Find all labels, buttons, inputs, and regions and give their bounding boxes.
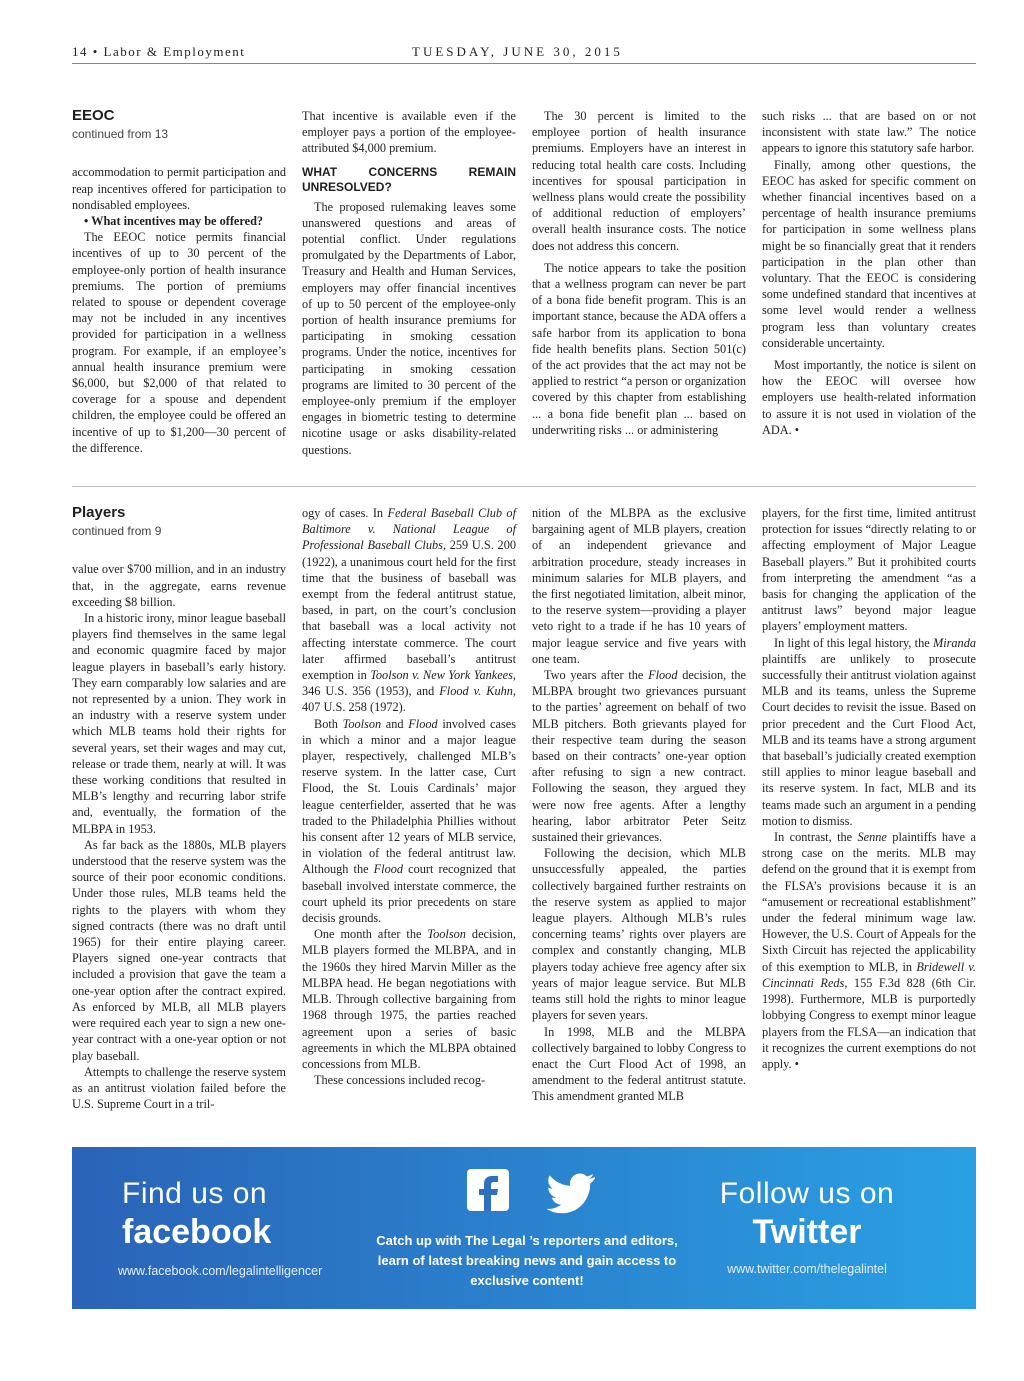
paragraph: Both Toolson and Flood involved cases in which a minor and a major league player, respectively, challenged MLB’s reserve system. In the latter case, Curt Flood, the St. Louis Cardinals’ major league centerfielder, asserted that he was traded to the Philadelphia Phillies without his consent after 12 years of MLB service, in violation of the federal antitrust law. Although the Flood court recognized that baseball involved interstate commerce, the court upheld its prior precedents on stare decisis grounds. <box>302 716 516 926</box>
social-banner[interactable] <box>72 1147 976 1309</box>
banner-message: Catch up with The Legal ’s reporters and editors, learn of latest breaking news and gain access to exclusive content! <box>376 1233 678 1288</box>
twitter-block[interactable] <box>712 1177 902 1276</box>
paragraph: In 1998, MLB and the MLBPA collectively bargained to lobby Congress to enact the Curt Flood Act of 1998, an amendment to the federal antitrust statute. This amendment granted MLB <box>532 1024 746 1104</box>
paragraph: As far back as the 1880s, MLB players understood that the reserve system was the source of their poor economic conditions. Under those rules, MLB teams held the rights to the players with whom they signed contracts (there was no draft until 1965) for their entire playing career. Players signed one-year contracts that included a provision that gave the team a one-year option after the contract expired. As enforced by MLB, all MLB players were required each year to sign a new one-year contract with a one-year option or not play baseball. <box>72 837 286 1063</box>
eeoc-column-1 <box>72 108 286 456</box>
paragraph: In a historic irony, minor league baseball players find themselves in the same legal and economic quagmire faced by major league players in baseball’s early history. They earn comparably low salaries and are not represented by a union. They work in an industry with a reserve system under which MLB teams hold their rights for several years, set their wages and may cut, release or trade them, nearly at will. It was these working conditions that resulted in MLB’s lengthy and recurring labor strife and, eventually, the formation of the MLBPA in 1953. <box>72 611 286 836</box>
paragraph: Finally, among other questions, the EEOC has asked for specific comment on whether financial incentives based on a percentage of health insurance premiums for participation in some wellness plans might be so financially great that it renders participation in the plan other than voluntary. That the EEOC is considering some undefined standard that incentives at some level would render a wellness program less than voluntary creates considerable uncertainty. <box>762 157 976 350</box>
paragraph: That incentive is available even if the employer pays a portion of the employee-attributed $4,000 premium. <box>302 109 516 156</box>
facebook-wordmark: facebook <box>122 1213 272 1251</box>
facebook-find-us: Find us on <box>122 1177 268 1210</box>
paragraph: The proposed rulemaking leaves some unanswered questions and areas of potential conflict. Under regulations promulgated by the Departments of Labor, Treasury and Health and Human Services, employers may offer financial incentives of up to 50 percent of the employee-only portion of health insurance premiums for participating in smoking cessation programs. Under the notice, incentives for participating in smoking cessation programs are limited to 30 percent of the employee-only premium if the employer engages in biometric testing to determine nicotine usage or asks disability-related questions. <box>302 199 516 457</box>
paragraph: The notice appears to take the position that a wellness program can never be part of a bona fide benefit program. This is an important stance, because the ADA offers a safe harbor from its application to bona fide health benefits plans. Section 501(c) of the act provides that the act may not be applied to restrict “a person or organization covered by this chapter from establishing ... a bona fide benefit plan ... based on underwriting risks ... or administering <box>532 260 746 437</box>
eeoc-column-3 <box>532 108 746 438</box>
paragraph: Most importantly, the notice is silent on how the EEOC will oversee how employers use health-related information to assure it is not used in violation of the ADA. • <box>762 358 976 437</box>
players-column-3 <box>532 505 746 1105</box>
paragraph: players, for the first time, limited antitrust protection for issues “directly relating to or affecting employment of Major League Baseball players.” But it prohibited courts from interpreting the amendment “as a basis for changing the application of the antitrust laws” beyond major league players’ employment matters. <box>762 506 976 634</box>
twitter-url[interactable]: www.twitter.com/thelegalintel <box>727 1262 887 1276</box>
social-icons <box>467 1169 597 1215</box>
eeoc-column-2 <box>302 108 516 458</box>
paragraph: Attempts to challenge the reserve system as an antitrust violation failed before the U.S. Supreme Court in a tril- <box>72 1064 286 1112</box>
twitter-icon[interactable] <box>546 1174 595 1214</box>
paragraph: In contrast, the Senne plaintiffs have a strong case on the merits. MLB may defend on the ground that it is exempt from the FLSA’s provisions because it is an “amusement or recreational establishment” under the federal minimum wage law. However, the U.S. Court of Appeals for the Sixth Circuit has rejected the applicability of this exemption to MLB, in Bridewell v. Cincinnati Reds, 155 F.3d 828 (6th Cir. 1998). Furthermore, MLB is purportedly lobbying Congress to exempt minor league players from the FLSA—an indication that it recognizes the current exemptions do not apply. • <box>762 830 976 1071</box>
paragraph: One month after the Toolson decision, MLB players formed the MLBPA, and in the 1960s they hired Marvin Miller as the MLBPA head. He began negotiations with MLB. Through collective bargaining from 1968 through 1975, the parties reached agreement upon a series of basic agreements in which the MLBPA obtained concessions from MLB. <box>302 927 516 1071</box>
page-label: 14 • Labor & Employment <box>72 44 246 59</box>
paragraph: These concessions included recog- <box>314 1073 486 1088</box>
paragraph: such risks ... that are based on or not inconsistent with state law.” The notice appears to ignore this statutory safe harbor. <box>762 109 976 156</box>
twitter-wordmark: Twitter <box>752 1213 862 1251</box>
players-column-1 <box>72 505 286 1112</box>
page-header <box>72 44 976 64</box>
paragraph: value over $700 million, and in an industry that, in the aggregate, earns revenue exceeding $8 billion. <box>72 562 286 609</box>
paragraph: ogy of cases. In Federal Baseball Club of Baltimore v. National League of Professional Baseball Clubs, 259 U.S. 200 (1922), a unanimous court held for the first time that the business of baseball was exempt from the federal antitrust statue, based, in part, on the court’s conclusion that baseball was a local activity not affecting interstate commerce. The court later affirmed baseball’s antitrust exemption in Toolson v. New York Yankees, 346 U.S. 356 (1953), and Flood v. Kuhn, 407 U.S. 258 (1972). <box>302 506 516 715</box>
eeoc-continued: continued from 13 <box>72 127 169 142</box>
eeoc-column-4 <box>762 108 976 438</box>
section-divider <box>72 486 976 487</box>
facebook-block[interactable] <box>118 1177 352 1278</box>
paragraph: Following the decision, which MLB unsuccessfully appealed, the parties collectively bargained further restraints on the reserve system as applied to major league players. Although MLB’s rules concerning teams’ rights over players are complex and constantly changing, MLB players today achieve free agency after six years of major league service. But MLB teams still hold the rights to minor league players for seven years. <box>532 846 746 1023</box>
facebook-icon[interactable] <box>467 1169 509 1211</box>
paragraph: In light of this legal history, the Miranda plaintiffs are unlikely to prosecute successfully their antitrust violation against MLB and its teams, unless the Supreme Court decides to revisit the issue. Based on prior precedent and the Curt Flood Act, MLB and its teams have a strong argument that baseball’s judicially created exemption still applies to minor league baseball and its reserve system. In fact, MLB and its teams made such an argument in a pending motion to dismiss. <box>762 635 976 828</box>
players-column-4 <box>762 505 976 1072</box>
paragraph: The 30 percent is limited to the employee portion of health insurance premiums. Employers have an interest in reducing total health care costs. Including incentives for spousal participation in wellness plans would create the possibility of additional reduction of employers’ overall health insurance costs. The notice does not address this concern. <box>532 109 746 253</box>
paragraph: accommodation to permit participation and reap incentives offered for participation to nondisabled employees. <box>72 165 286 212</box>
eeoc-title: EEOC <box>72 107 115 124</box>
paragraph: nition of the MLBPA as the exclusive bargaining agent of MLB players, creation of an independent grievance and arbitration procedure, steady increases in minimum salaries for MLB players, and the first negotiated limitation, albeit minor, to the reserve system—providing a player veto right to a trade if he has 10 years of major league service and five years with one team. <box>532 506 746 666</box>
players-title: Players <box>72 504 126 521</box>
bullet-heading: • What incentives may be offered? <box>84 214 264 229</box>
issue-date: TUESDAY, JUNE 30, 2015 <box>412 44 623 59</box>
players-continued: continued from 9 <box>72 524 162 539</box>
subheading: WHAT CONCERNS REMAIN UNRESOLVED? <box>302 164 516 194</box>
paragraph: Two years after the Flood decision, the MLBPA brought two grievances pursuant to the parties’ agreement on behalf of two MLB pitchers. Both grievants played for their respective team during the season based on their contracts’ one-year option after refusing to sign a new contract. Following the season, they argued they were now free agents. After a lengthy hearing, labor arbitrator Peter Seitz sustained their grievances. <box>532 668 747 845</box>
paragraph: The EEOC notice permits financial incentives of up to 30 percent of the employee-only portion of health insurance premiums. The portion of premiums related to spouse or dependent coverage may not be included in any incentives provided for participation in a wellness program. For example, if an employee’s annual health insurance premium were $6,000, but $2,000 of that related to coverage for a spouse and dependent children, the employee could be offered an incentive of up to $1,200—30 percent of the difference. <box>72 230 286 455</box>
header-rule <box>72 63 976 64</box>
facebook-url[interactable]: www.facebook.com/legalintelligencer <box>118 1264 323 1278</box>
players-column-2 <box>302 505 516 1088</box>
twitter-follow-us: Follow us on <box>719 1177 895 1210</box>
